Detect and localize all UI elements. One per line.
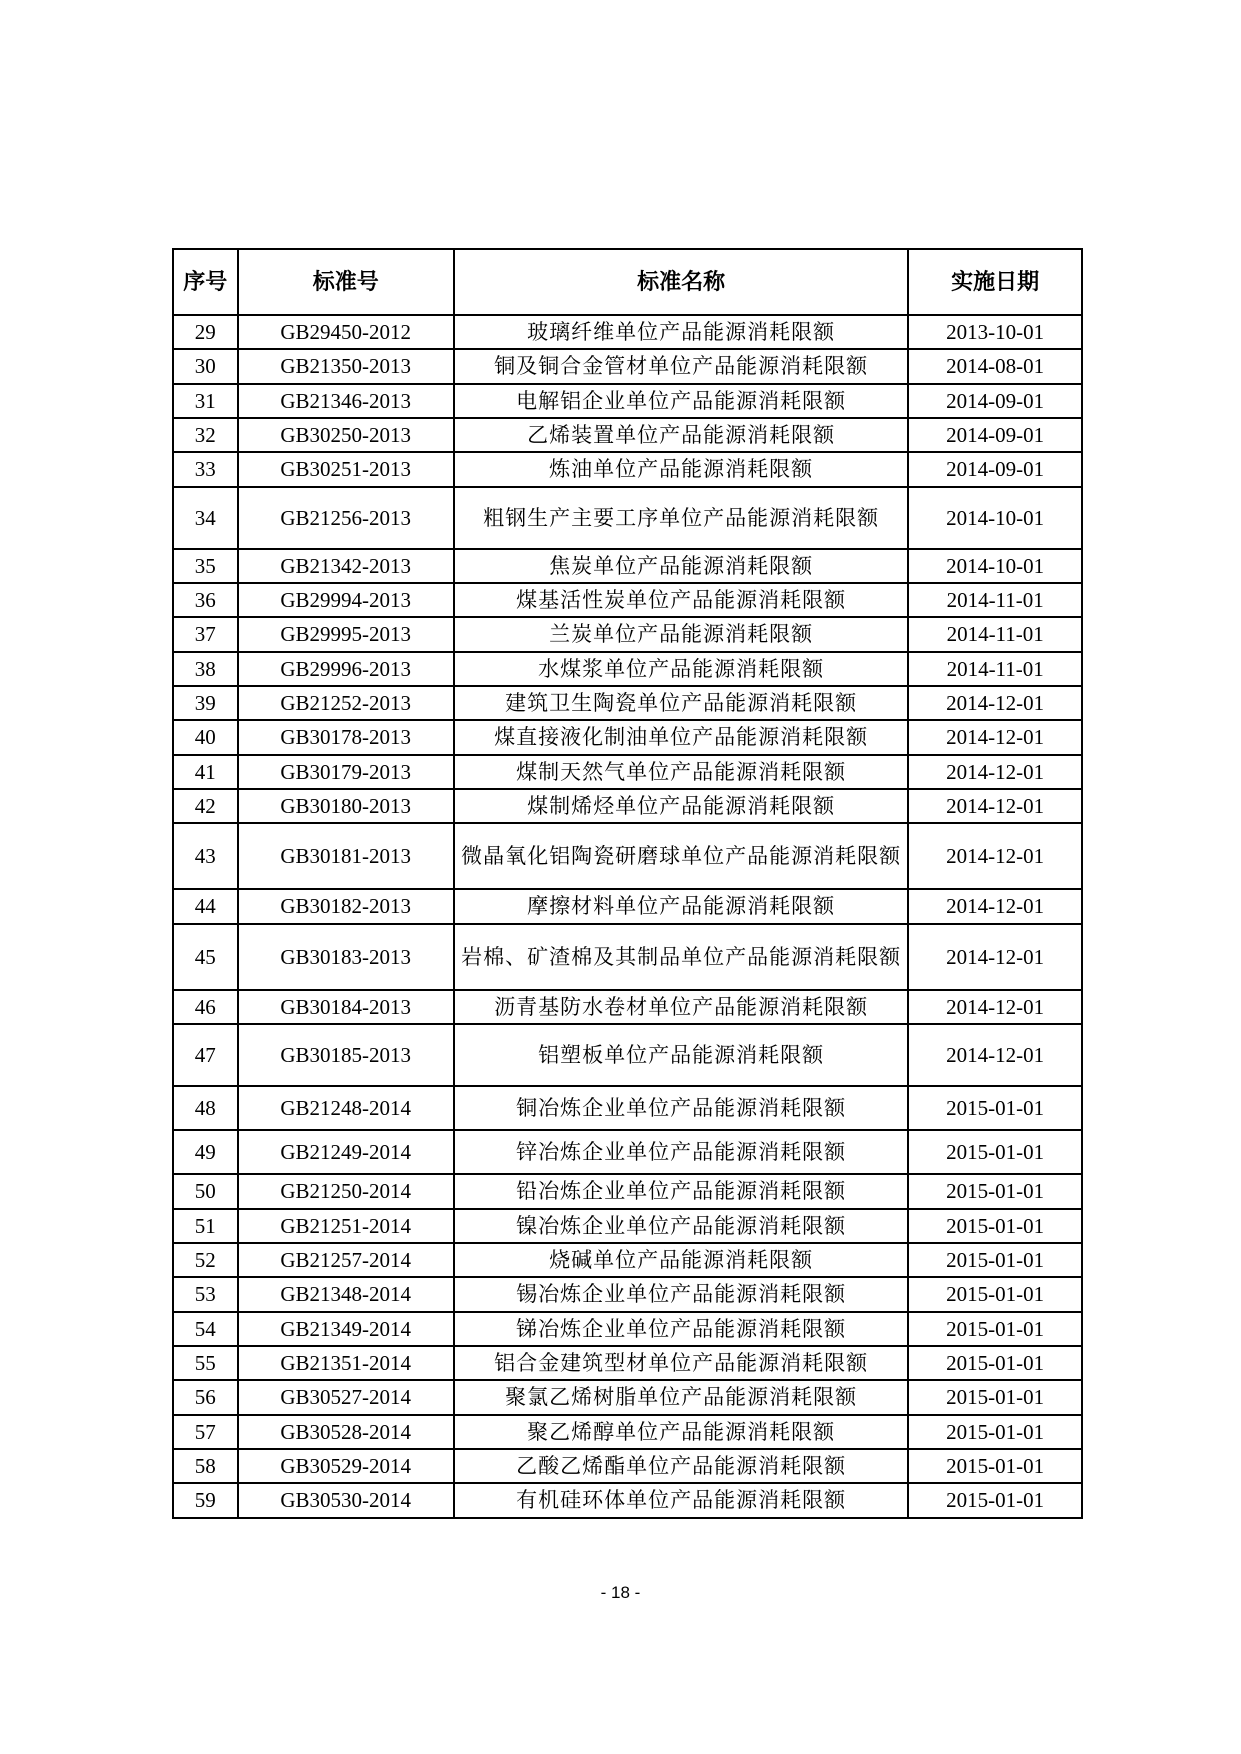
row-number-cell: 48 <box>173 1086 238 1130</box>
standard-name-cell: 有机硅环体单位产品能源消耗限额 <box>454 1483 909 1517</box>
standard-number-cell: GB21252-2013 <box>238 686 454 720</box>
standard-name-cell: 岩棉、矿渣棉及其制品单位产品能源消耗限额 <box>454 924 909 990</box>
table-row <box>173 686 1082 720</box>
header-implementation-date: 实施日期 <box>908 249 1082 315</box>
table-row <box>173 418 1082 452</box>
standard-number-cell: GB21249-2014 <box>238 1130 454 1174</box>
table-row <box>173 452 1082 486</box>
implementation-date-cell: 2014-09-01 <box>908 418 1082 452</box>
implementation-date-cell: 2014-12-01 <box>908 1024 1082 1086</box>
standard-number-cell: GB21257-2014 <box>238 1243 454 1277</box>
implementation-date-cell: 2015-01-01 <box>908 1415 1082 1449</box>
implementation-date-cell: 2015-01-01 <box>908 1130 1082 1174</box>
implementation-date-cell: 2014-12-01 <box>908 755 1082 789</box>
table-row <box>173 315 1082 349</box>
implementation-date-cell: 2014-09-01 <box>908 384 1082 418</box>
table-row <box>173 1209 1082 1243</box>
standard-number-cell: GB21256-2013 <box>238 487 454 549</box>
standard-name-cell: 煤制烯烃单位产品能源消耗限额 <box>454 789 909 823</box>
table-row <box>173 1415 1082 1449</box>
implementation-date-cell: 2014-10-01 <box>908 549 1082 583</box>
row-number-cell: 50 <box>173 1174 238 1208</box>
implementation-date-cell: 2015-01-01 <box>908 1312 1082 1346</box>
header-standard-number: 标准号 <box>238 249 454 315</box>
row-number-cell: 36 <box>173 583 238 617</box>
standard-number-cell: GB30527-2014 <box>238 1380 454 1414</box>
standard-number-cell: GB29994-2013 <box>238 583 454 617</box>
standard-name-cell: 焦炭单位产品能源消耗限额 <box>454 549 909 583</box>
standard-number-cell: GB30185-2013 <box>238 1024 454 1086</box>
implementation-date-cell: 2014-12-01 <box>908 789 1082 823</box>
standard-number-cell: GB21251-2014 <box>238 1209 454 1243</box>
standard-number-cell: GB30184-2013 <box>238 990 454 1024</box>
standard-name-cell: 沥青基防水卷材单位产品能源消耗限额 <box>454 990 909 1024</box>
row-number-cell: 59 <box>173 1483 238 1517</box>
table-row <box>173 1130 1082 1174</box>
implementation-date-cell: 2015-01-01 <box>908 1380 1082 1414</box>
table-row <box>173 1086 1082 1130</box>
standard-number-cell: GB30251-2013 <box>238 452 454 486</box>
implementation-date-cell: 2015-01-01 <box>908 1483 1082 1517</box>
table-row <box>173 1243 1082 1277</box>
table-row <box>173 1380 1082 1414</box>
standard-number-cell: GB30180-2013 <box>238 789 454 823</box>
implementation-date-cell: 2014-08-01 <box>908 349 1082 383</box>
standard-number-cell: GB21349-2014 <box>238 1312 454 1346</box>
row-number-cell: 39 <box>173 686 238 720</box>
row-number-cell: 45 <box>173 924 238 990</box>
row-number-cell: 46 <box>173 990 238 1024</box>
standard-name-cell: 微晶氧化铝陶瓷研磨球单位产品能源消耗限额 <box>454 823 909 889</box>
standard-name-cell: 锡冶炼企业单位产品能源消耗限额 <box>454 1277 909 1311</box>
table-row <box>173 889 1082 923</box>
standard-name-cell: 铜冶炼企业单位产品能源消耗限额 <box>454 1086 909 1130</box>
implementation-date-cell: 2014-09-01 <box>908 452 1082 486</box>
standards-table-header <box>173 249 1082 315</box>
header-serial-number: 序号 <box>173 249 238 315</box>
standard-name-cell: 摩擦材料单位产品能源消耗限额 <box>454 889 909 923</box>
row-number-cell: 31 <box>173 384 238 418</box>
table-row <box>173 583 1082 617</box>
implementation-date-cell: 2013-10-01 <box>908 315 1082 349</box>
standard-name-cell: 煤制天然气单位产品能源消耗限额 <box>454 755 909 789</box>
row-number-cell: 29 <box>173 315 238 349</box>
row-number-cell: 58 <box>173 1449 238 1483</box>
standards-table <box>172 248 1083 1519</box>
page-number: - 18 - <box>600 1583 641 1602</box>
table-row <box>173 823 1082 889</box>
standard-number-cell: GB30528-2014 <box>238 1415 454 1449</box>
standard-number-cell: GB30529-2014 <box>238 1449 454 1483</box>
table-row <box>173 652 1082 686</box>
standard-number-cell: GB29996-2013 <box>238 652 454 686</box>
standard-number-cell: GB29995-2013 <box>238 617 454 651</box>
implementation-date-cell: 2015-01-01 <box>908 1209 1082 1243</box>
row-number-cell: 53 <box>173 1277 238 1311</box>
standard-name-cell: 炼油单位产品能源消耗限额 <box>454 452 909 486</box>
row-number-cell: 44 <box>173 889 238 923</box>
standard-number-cell: GB21351-2014 <box>238 1346 454 1380</box>
standard-name-cell: 煤直接液化制油单位产品能源消耗限额 <box>454 720 909 754</box>
row-number-cell: 32 <box>173 418 238 452</box>
standard-number-cell: GB30530-2014 <box>238 1483 454 1517</box>
standard-number-cell: GB21250-2014 <box>238 1174 454 1208</box>
standard-number-cell: GB30178-2013 <box>238 720 454 754</box>
row-number-cell: 55 <box>173 1346 238 1380</box>
table-row <box>173 1483 1082 1517</box>
table-row <box>173 755 1082 789</box>
row-number-cell: 56 <box>173 1380 238 1414</box>
standard-name-cell: 建筑卫生陶瓷单位产品能源消耗限额 <box>454 686 909 720</box>
implementation-date-cell: 2015-01-01 <box>908 1346 1082 1380</box>
row-number-cell: 42 <box>173 789 238 823</box>
header-row <box>173 249 1082 315</box>
table-row <box>173 1312 1082 1346</box>
row-number-cell: 43 <box>173 823 238 889</box>
implementation-date-cell: 2014-12-01 <box>908 889 1082 923</box>
row-number-cell: 30 <box>173 349 238 383</box>
row-number-cell: 37 <box>173 617 238 651</box>
implementation-date-cell: 2015-01-01 <box>908 1449 1082 1483</box>
standard-name-cell: 乙酸乙烯酯单位产品能源消耗限额 <box>454 1449 909 1483</box>
table-row <box>173 1174 1082 1208</box>
standard-number-cell: GB30181-2013 <box>238 823 454 889</box>
standard-name-cell: 玻璃纤维单位产品能源消耗限额 <box>454 315 909 349</box>
implementation-date-cell: 2014-12-01 <box>908 720 1082 754</box>
implementation-date-cell: 2015-01-01 <box>908 1086 1082 1130</box>
standard-number-cell: GB21348-2014 <box>238 1277 454 1311</box>
row-number-cell: 57 <box>173 1415 238 1449</box>
implementation-date-cell: 2014-11-01 <box>908 583 1082 617</box>
table-row <box>173 789 1082 823</box>
standard-name-cell: 镍冶炼企业单位产品能源消耗限额 <box>454 1209 909 1243</box>
standard-number-cell: GB21248-2014 <box>238 1086 454 1130</box>
table-row <box>173 549 1082 583</box>
standards-table-body <box>173 315 1082 1518</box>
table-row <box>173 487 1082 549</box>
table-row <box>173 1277 1082 1311</box>
table-row <box>173 1024 1082 1086</box>
standard-name-cell: 电解铝企业单位产品能源消耗限额 <box>454 384 909 418</box>
row-number-cell: 52 <box>173 1243 238 1277</box>
standard-number-cell: GB21346-2013 <box>238 384 454 418</box>
standard-number-cell: GB30250-2013 <box>238 418 454 452</box>
standard-name-cell: 煤基活性炭单位产品能源消耗限额 <box>454 583 909 617</box>
row-number-cell: 38 <box>173 652 238 686</box>
standard-name-cell: 兰炭单位产品能源消耗限额 <box>454 617 909 651</box>
standard-number-cell: GB30182-2013 <box>238 889 454 923</box>
standard-name-cell: 乙烯装置单位产品能源消耗限额 <box>454 418 909 452</box>
row-number-cell: 54 <box>173 1312 238 1346</box>
table-row <box>173 349 1082 383</box>
standard-number-cell: GB21342-2013 <box>238 549 454 583</box>
row-number-cell: 34 <box>173 487 238 549</box>
implementation-date-cell: 2014-10-01 <box>908 487 1082 549</box>
row-number-cell: 33 <box>173 452 238 486</box>
table-row <box>173 1346 1082 1380</box>
header-standard-name: 标准名称 <box>454 249 909 315</box>
table-row <box>173 924 1082 990</box>
standard-name-cell: 聚乙烯醇单位产品能源消耗限额 <box>454 1415 909 1449</box>
table-row <box>173 1449 1082 1483</box>
table-row <box>173 617 1082 651</box>
standard-number-cell: GB21350-2013 <box>238 349 454 383</box>
standard-number-cell: GB29450-2012 <box>238 315 454 349</box>
implementation-date-cell: 2015-01-01 <box>908 1277 1082 1311</box>
standard-name-cell: 聚氯乙烯树脂单位产品能源消耗限额 <box>454 1380 909 1414</box>
table-row <box>173 990 1082 1024</box>
standard-name-cell: 铝塑板单位产品能源消耗限额 <box>454 1024 909 1086</box>
standard-name-cell: 铜及铜合金管材单位产品能源消耗限额 <box>454 349 909 383</box>
implementation-date-cell: 2014-12-01 <box>908 924 1082 990</box>
standard-name-cell: 锌冶炼企业单位产品能源消耗限额 <box>454 1130 909 1174</box>
row-number-cell: 41 <box>173 755 238 789</box>
row-number-cell: 47 <box>173 1024 238 1086</box>
row-number-cell: 51 <box>173 1209 238 1243</box>
row-number-cell: 35 <box>173 549 238 583</box>
standard-name-cell: 水煤浆单位产品能源消耗限额 <box>454 652 909 686</box>
implementation-date-cell: 2015-01-01 <box>908 1243 1082 1277</box>
standard-name-cell: 粗钢生产主要工序单位产品能源消耗限额 <box>454 487 909 549</box>
standard-name-cell: 铝合金建筑型材单位产品能源消耗限额 <box>454 1346 909 1380</box>
table-row <box>173 384 1082 418</box>
implementation-date-cell: 2015-01-01 <box>908 1174 1082 1208</box>
implementation-date-cell: 2014-12-01 <box>908 686 1082 720</box>
implementation-date-cell: 2014-11-01 <box>908 617 1082 651</box>
standard-number-cell: GB30183-2013 <box>238 924 454 990</box>
standard-name-cell: 烧碱单位产品能源消耗限额 <box>454 1243 909 1277</box>
implementation-date-cell: 2014-12-01 <box>908 823 1082 889</box>
standard-number-cell: GB30179-2013 <box>238 755 454 789</box>
table-row <box>173 720 1082 754</box>
implementation-date-cell: 2014-12-01 <box>908 990 1082 1024</box>
implementation-date-cell: 2014-11-01 <box>908 652 1082 686</box>
standard-name-cell: 锑冶炼企业单位产品能源消耗限额 <box>454 1312 909 1346</box>
standard-name-cell: 铅冶炼企业单位产品能源消耗限额 <box>454 1174 909 1208</box>
row-number-cell: 49 <box>173 1130 238 1174</box>
row-number-cell: 40 <box>173 720 238 754</box>
